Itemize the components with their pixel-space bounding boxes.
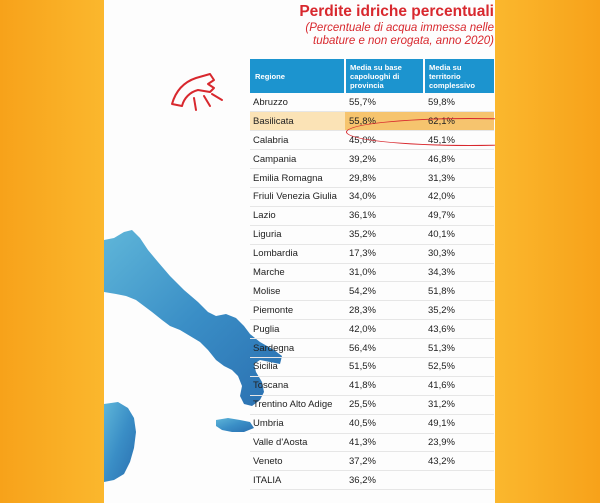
cell-capoluoghi: 31,0% (345, 263, 424, 282)
cell-territorio: 42,0% (424, 187, 494, 206)
cell-territorio: 23,9% (424, 433, 494, 452)
cell-territorio: 35,2% (424, 301, 494, 320)
cell-regione: Basilicata (250, 112, 345, 131)
cell-territorio: 59,8% (424, 93, 494, 112)
cell-territorio: 49,1% (424, 414, 494, 433)
table-row (250, 225, 494, 244)
cell-territorio (424, 471, 494, 490)
cell-territorio: 41,6% (424, 376, 494, 395)
cell-capoluoghi: 17,3% (345, 244, 424, 263)
table-row (250, 452, 494, 471)
table-row (250, 320, 494, 339)
water-tap-icon (154, 60, 234, 120)
cell-regione: Emilia Romagna (250, 169, 345, 188)
table-row (250, 187, 494, 206)
header-capoluoghi: Media su base capoluoghi di provincia (345, 59, 424, 93)
subtitle-line-2: tubature e non erogata, anno 2020) (313, 35, 494, 47)
cell-regione: Liguria (250, 225, 345, 244)
cell-capoluoghi: 41,3% (345, 433, 424, 452)
cell-capoluoghi: 37,2% (345, 452, 424, 471)
cell-territorio: 34,3% (424, 263, 494, 282)
cell-regione: Campania (250, 150, 345, 169)
cell-territorio: 49,7% (424, 206, 494, 225)
cell-capoluoghi: 54,2% (345, 282, 424, 301)
table-row (250, 244, 494, 263)
cell-capoluoghi: 28,3% (345, 301, 424, 320)
cell-capoluoghi: 55,8% (345, 112, 424, 131)
table-row (250, 169, 494, 188)
cell-capoluoghi: 25,5% (345, 395, 424, 414)
table-row (250, 395, 494, 414)
cell-territorio: 31,3% (424, 169, 494, 188)
subtitle-line-1: (Percentuale di acqua immessa nelle (305, 22, 494, 34)
cell-capoluoghi: 41,8% (345, 376, 424, 395)
header-regione: Regione (250, 59, 345, 93)
table-row (250, 414, 494, 433)
cell-regione: Piemonte (250, 301, 345, 320)
cell-regione: Marche (250, 263, 345, 282)
cell-regione: ITALIA (250, 471, 345, 490)
cell-regione: Veneto (250, 452, 345, 471)
table-row (250, 150, 494, 169)
cell-regione: Lazio (250, 206, 345, 225)
cell-territorio: 45,1% (424, 131, 494, 150)
table-row (250, 471, 494, 490)
cell-capoluoghi: 29,8% (345, 169, 424, 188)
cell-territorio: 43,2% (424, 452, 494, 471)
table-body (250, 93, 494, 490)
cell-capoluoghi: 40,5% (345, 414, 424, 433)
table-row (250, 282, 494, 301)
cell-territorio: 51,3% (424, 339, 494, 358)
page-subtitle (244, 22, 494, 48)
table-header-row (250, 59, 494, 93)
cell-regione: Lombardia (250, 244, 345, 263)
cell-territorio: 40,1% (424, 225, 494, 244)
table-row (250, 131, 494, 150)
cell-territorio: 51,8% (424, 282, 494, 301)
losses-table (250, 59, 494, 490)
cell-regione: Abruzzo (250, 93, 345, 112)
cell-capoluoghi: 45,0% (345, 131, 424, 150)
cell-regione: Sicilia (250, 357, 345, 376)
table-row (250, 301, 494, 320)
cell-regione: Umbria (250, 414, 345, 433)
cell-territorio: 30,3% (424, 244, 494, 263)
cell-regione: Valle d'Aosta (250, 433, 345, 452)
cell-capoluoghi: 34,0% (345, 187, 424, 206)
cell-regione: Puglia (250, 320, 345, 339)
table-row (250, 112, 494, 131)
cell-capoluoghi: 51,5% (345, 357, 424, 376)
cell-regione: Calabria (250, 131, 345, 150)
cell-territorio: 31,2% (424, 395, 494, 414)
cell-regione: Molise (250, 282, 345, 301)
page-title: Perdite idriche percentuali (299, 3, 494, 20)
table-row (250, 376, 494, 395)
table-row (250, 93, 494, 112)
table-row (250, 339, 494, 358)
cell-capoluoghi: 36,2% (345, 471, 424, 490)
cell-territorio: 52,5% (424, 357, 494, 376)
cell-capoluoghi: 56,4% (345, 339, 424, 358)
cell-capoluoghi: 36,1% (345, 206, 424, 225)
cell-regione: Friuli Venezia Giulia (250, 187, 345, 206)
cell-territorio: 62,1% (424, 112, 494, 131)
cell-capoluoghi: 55,7% (345, 93, 424, 112)
table-row (250, 263, 494, 282)
cell-regione: Trentino Alto Adige (250, 395, 345, 414)
header-territorio: Media su territorio complessivo (424, 59, 494, 93)
cell-capoluoghi: 39,2% (345, 150, 424, 169)
cell-capoluoghi: 35,2% (345, 225, 424, 244)
cell-territorio: 46,8% (424, 150, 494, 169)
cell-territorio: 43,6% (424, 320, 494, 339)
cell-regione: Toscana (250, 376, 345, 395)
table-row (250, 206, 494, 225)
cell-regione: Sardegna (250, 339, 345, 358)
table-row (250, 357, 494, 376)
table-row (250, 433, 494, 452)
infographic-card (104, 0, 495, 503)
cell-capoluoghi: 42,0% (345, 320, 424, 339)
